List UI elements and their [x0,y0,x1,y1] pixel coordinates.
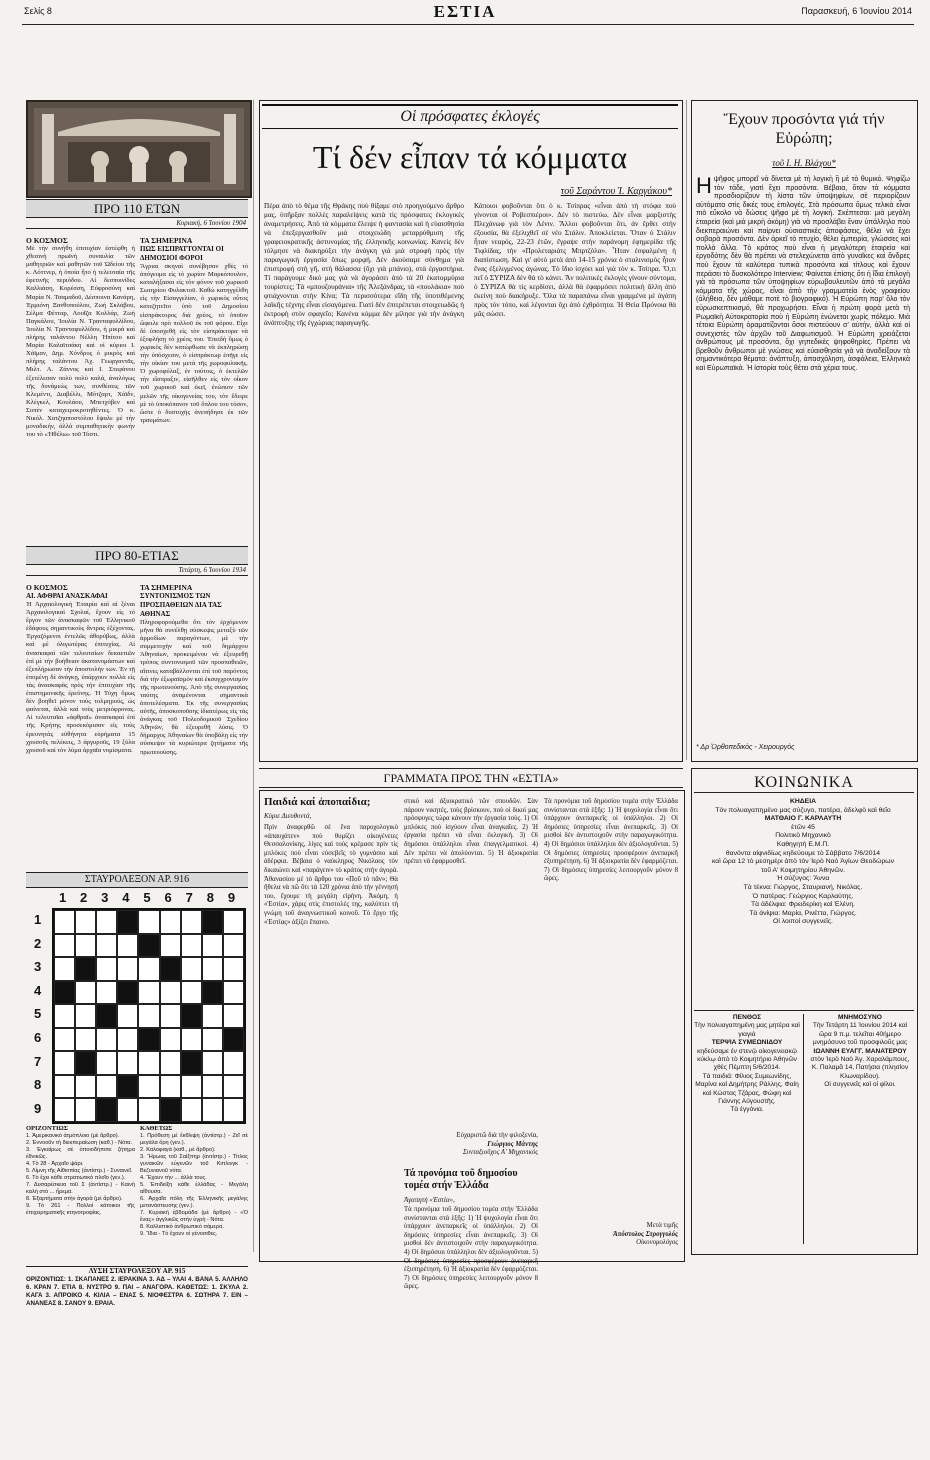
letter1-text-cont: στικὸ καὶ ἀξιοκρατικὸ τῶν σπουδῶν. Σὰν πάρουν νικητές, τοὺς βρίσκουν, ποὺ οἱ δικοὶ μας πρόσφυγες τώρα κάνουν τὴν ἐργασία τοὺς. 1) Οἱ μπλόκες ποὺ ἰσχύουν εἶναι ἀναγκαῖες. 2) Ἡ ἐργασία πρέπει νὰ εἶναι ἐκλογική. 3) Οἱ δημόσιοι ὑπάλληλοι εἶναι ἐπαγγελματικοὶ. 4) Δὲν πρέπει νὰ ἀπολύονται. 5) Ἡ ἀξιοκρατία πρέπει νὰ ἐφαρμοσθεῖ. [404,798,538,866]
across-clue: 4. Τὸ 28 - Ἀρχαῖο ψάρι. [26,1161,84,1167]
header-rule [22,24,914,25]
notice-line: Τὰ ἐγγόνια. [730,1106,764,1114]
down-clue: 6. Ἀρχαῖα πόλη τῆς Ἑλληνικῆς μεγάλης μετανάστευσης (γεν.). [140,1196,248,1209]
notice-line: στὸν Ἱερὸ Ναὸ Ἁγ. Χαραλάμπους, Κ. Παλαμᾶ 14, Πατήσια (πλησίον Κλωναρίδου). [810,1056,910,1080]
simerina-subheading-1904: ΠΩΣ ΕΙΣΠΡΑΤΤΟΝΤΑΙ ΟΙ ΔΗΜΟΣΙΟΙ ΦΟΡΟΙ [140,245,224,262]
letter2-title: Τά προνόμια τοῦ δημοσίου τομέα στήν Ἑλλάδα [404,1168,518,1191]
across-clue: 8. Ἐξαρτήματα στὴν ἀγορὰ (μὲ ἄρθρο). [26,1196,123,1202]
notice-line: Τὰ παιδιά: Φίλιος Συμεωνίδης, Μαρίνα καὶ Δημήτρης Ράλλης, Φαίη καὶ Κώστας Τζάρας, Φώφη καὶ Γιάννης Αὐγουστῆς. [695,1072,799,1106]
kosmos-heading-1904: Ο ΚΟΣΜΟΣ [26,236,68,245]
across-clue: 3. Ἐγκαίρως σὲ ὁποιοδήποτε ζήτημα ἐθνικῶς. [26,1147,135,1160]
notice-line: Τὸν πολυαγαπημένο μας σύζυγο, πατέρα, ἀδελφὸ καὶ θεῖο [715,806,891,814]
solution-heading: ΛΥΣΗ ΣΤΑΥΡΟΛΕΞΟΥ ΑΡ. 915 [26,1266,248,1276]
kosmos-subheading-1934: ΑΙ. ΑΦΘΡΑΙ ΑΝΑΣΚΑΦΑΙ [26,592,108,600]
sig-line: Γεώργιος Μάντης [487,1140,538,1148]
dropcap: Η [696,173,712,198]
notice-line: Οἱ συγγενεῖς καὶ οἱ φίλοι. [824,1081,896,1089]
cw-col-3: 3 [101,890,109,905]
notice-line: ἐτῶν 45 [791,823,815,831]
section-title-80: ΠΡΟ 80-ΕΤΙΑΣ [26,546,248,565]
opinion-text [696,173,910,736]
cw-col-7: 7 [185,890,193,905]
simerina-subheading-1934: ΣΥΝΤΟΝΙΣΜΟΣ ΤΩΝ ΠΡΟΣΠΑΘΕΙΩΝ ΔΙΑ ΤΑΣ ΑΘΗΝΑΣ [140,592,222,618]
article-headline: Τί δέν εἶπαν τά κόμματα [312,139,628,175]
cw-col-6: 6 [164,890,172,905]
crossword-row-numbers [34,908,50,1120]
solution-text: ΟΡΙΖΟΝΤΙΩΣ: 1. ΣΚΑΠΑΝΕΣ 2. ΙΕΡΑΚΙΝΑ 3. ΑΔ – ΥΛΑΙ 4. ΒΑΝΑ 5. ΑΛΛΗΛΟ 6. ΚΡΑΝ 7. ΕΤΙΑ 8. ΝΥΣΤΡΟ 9. ΠΑΙ – ΑΝΑΓΟΡΑ. ΚΑΘΕΤΩΣ: 1. ΣΚΥΛΑ 2. ΚΑΓΑ 3. ΑΠΡΟΙΚΟ 4. ΚΙΛΙΑ – ΕΝΑΣ 5. ΝΙΟΦΕΣΤΡΑ 6. ΣΩΤΗΡΑ 7. ΕΙΝ – ΑΝΑΝΕΑΣ 8. ΣΑΝΟΥ 9. ΕΡΑΙΑ. [26,1275,248,1307]
simerina-heading-1904: ΤΑ ΣΗΜΕΡΙΝΑ [140,236,193,245]
simerina-text-1934: Πληροφορούμεθα ὅτι τὸν ἐρχόμενον μῆνα θὰ συνέλθῃ σύσκεψις μεταξὺ τῶν ἁρμοδίων παραγόντων, μὲ τὴν συμμετοχὴν καὶ τοῦ δημάρχου Ἀθηναίων, προκειμένου νὰ ἐξευρεθῇ τρόπος συντονισμοῦ τῶν προσπαθειῶν, αἵτινες καταβάλλονται ἐπὶ τοῦ παρόντος διὰ τὴν ἐξωραϊσμὸν καὶ ἐκσυγχρονισμὸν τῆς πρωτευούσης. Ἀπὸ τῆς συνεργασίας ταύτης ἀναμένονται σημαντικὰ ἀποτελέσματα. Ἐκ τῆς συνεργασίας αὐτῆς, ἀποσκοποῦσης ἰδιαιτέρως εἰς τὰς ἀνάγκας τοῦ Πολεοδομικοῦ Σχεδίου Ἀθηνῶν, θὰ ἐξευρεθῆ λύσις. Ὁ δήμαρχος Ἀθηναίων θὰ ὑποβάλῃ εἰς τὴν σύσκεψιν τὰ κυριώτερα ζητήματα τῆς πρωτευούσης. [140,619,248,756]
across-clue: 9. Τὸ 261 - Πολλοὶ κάτοικοι τῆς ἐπιχειρηματικῆς κτηνοτροφίας. [26,1203,135,1216]
across-clue: 5. Λίμνη τῆς Αἰθιοπίας (ἀντίστρ.) - Συναινεῖ. [26,1168,133,1174]
across-clue: 1. Ἀμερικανικὸ ἀτμόπλοιο (μὲ ἄρθρο). [26,1133,120,1139]
across-clue: 6. Τὸ ἔχει κάθε στρατιωτικὸ πλοῖο (γεν.). [26,1175,126,1181]
cw-row-2: 2 [34,935,42,951]
down-heading: ΚΑΘΕΤΩΣ [140,1125,173,1132]
cw-col-4: 4 [122,890,130,905]
cw-col-9: 9 [227,890,236,905]
down-clues [140,1133,248,1238]
notice-line: Οἱ λοιποὶ συγγενεῖς. [773,918,833,926]
notice-line: Ὁ πατέρας: Γεώργιος Καρλαύτης. [752,892,854,900]
funeral-notice [696,798,910,927]
cw-col-2: 2 [80,890,88,905]
memorial-notice [807,1014,913,1090]
cw-row-6: 6 [34,1030,42,1045]
issue-date: Παρασκευή, 6 Ἰουνίου 2014 [801,6,912,16]
notice-line: Τὰ ἀνίψια: Μαρία, Ρινέττα, Γιώργος. [749,909,857,917]
opinion-author: τοῦ Ι. Η. Βλάχου* [772,158,836,168]
article-text-right: Κάποιοι φοβοῦνται ὅτι ὁ κ. Τσίπρας «εἶναι ἀπὸ τὴ στόφα ποὺ γίνονται οἱ Ροβεσπιέροι». Δὲν τὸ πιστεύω. Δὲν εἶναι μαρξιστὴς Πλεχάνωφ γιὰ τὸν Λένιν. Ἄλλοι φοβοῦνται ὅτι, ἀν ἔρθει στὴν ἐξουσία, θὰ ἐξελιχθεῖ σὲ νέο Στάλιν. Ἀποκλείεται. Ὅταν ὁ Στάλιν ἦταν νεαρός, 22-23 ἐτῶν, ἔγραψε στὴν παράνομη ἐφημερίδα τῆς Τιφλίδας, τὴν «Προλεταριάτς Μπρτζόλα». Ἦταν ἐσφαλμένη ἡ διαπίστωση. Καὶ γι' αὐτὸ μετὰ ἀπὸ 14-15 χρόνια ὁ σταλινισμὸς ἦταν ἕνας ἐξελιγμένος ἀγώνας. Τὸ ἴδιο ἰσχύει καὶ γιὰ τὸν κ. Τσίπρα. Ὅ,τι πεῖ ὁ ΣΥΡΙΖΑ δὲν θὰ τὸ κάνει. Ἂν πολιτικὲς ἐκλογὲς γίνουν σύντομα, ὁ ΣΥΡΙΖΑ θὰ τὶς κερδίσει, ἀλλὰ θὰ ἐφαρμόσει πολιτικὴ ἄλλη ἀπὸ ἐκείνη ποὺ διακήρυξε. Ὅλα τὰ παραπάνω εἶναι γραμμένα μὲ ἀγάπη πρὸς τὸν τόπο, καὶ λέγονται ὄχι ἀπὸ ἐχθρότητα. Ἡ Θεία Πρόνοια θὰ μᾶς σώσει. [474,202,676,318]
simerina-text-1904: Ἄγριαι σκηναὶ συνέβησαν χθὲς τὸ ἀπόγευμα εἰς τὸ χωρίον Μαρκόπουλον, καταλήξασαι εἰς τὸν φόνον τοῦ χωρικοῦ Σωτηρίου Φυλακτοῦ. Καθὼ κατηγγέλθη εἰς τὴν Εἰσαγγελίαν, ὁ χωρικὸς οὗτος κατεζητεῖτο ὑπὸ τοῦ Δημοσίου εἰσπράκτορος διὰ χρέος, τὸ ὁποῖον ὤφειλε πρὸ πολλοῦ ἐκ τοῦ φόρου. Εἶχε δὲ ὑποσχεθῆ εἰς τὸν εἰσπράκτορα νὰ ἐξοφλήσῃ τὸ χρέος του. Ἐπειδὴ ὅμως ὁ χωρικὸς δὲν κατώρθωσε νὰ ἐκπληρώσῃ τὴν ὑπόσχεσιν, ὁ εἰσπράκτωρ ἐπῆγε εἰς τὴν οἰκίαν του μετὰ τῆς χωροφυλακῆς. Ὁ χωροφύλαξ, ἐν τούτοις, ὁ ἐκτελῶν τὴν εἴσπραξιν, εἰσῆλθεν εἰς τὸν οἶκον τοῦ χωρικοῦ καὶ ἐκεῖ, ἐνώπιον τῶν μελῶν τῆς οἰκογενείας του, τὸν ἔδειρε μὲ τὸ ὑποκόπανον τοῦ ὅπλου του τόσον, ὥστε ὁ δυστυχὴς ἀνεπήδησε ἐκ τῶν τραυμάτων. [140,263,248,424]
notice-line: Τὴν πολυαγαπημένη μας μητέρα καὶ γιαγιά [694,1022,800,1038]
kosmos-text-1934: Ἡ Ἀρχαιολογικὴ Ἑταιρία καὶ αἱ ξέναι Ἀρχαιολογικαὶ Σχολαί, ἔχουν εἰς τὸ ἔργον τῶν ἀνασκαφῶν τοῦ Ἑλληνικοῦ ἐδάφους σημαντικοὺς ἄντρας ἐξέχοντας. Ἐργαζόμενοι ἐντελῶς ἀθορύβως, ἀλλὰ καὶ μὲ ὀλιγωτέρας ἐπιτυχίας. Αἱ ἀνασκαφαὶ τῶν τελευταίων δεκαετιῶν ἐπὶ μὲ τὴν βοήθειαν ἀκατανομάστων καὶ ἐξεπλήρωσαν τὴν ἀποστολήν των. Ἐν τῇ ἑπομένῃ δὲ ἀνάγκῃ, ὑπάρχουν πολλὰ εἰς τὰς ἀνασκαφὰς πρὸς τὴν ἐπιτυχίαν τῆς ἐπιστημονικῆς ἐρεύνης. Ἡ Τύχη ὅμως δὲν βοηθεῖ μόνον τοὺς τολμηρούς, ὡς φαίνεται, ἀλλὰ καὶ τοὺς μετριόφρονας. Αἱ τελευταῖαι «ἀφθραῖ» ἀνασκαφαὶ ἐπὶ τῆς Κρήτης προσεκόμισαν εἰς τοὺς ἐρευνητὰς εὐθήνητα εὑρήματα 15 χρυσοῦς πελέκεις, 3 ἀργυροῦς, 19 ξύλα χρυσοῦ καὶ τὸν λύμα ἀρχαῖα νομίσματα. [26,601,135,754]
across-clue: 7. Δυσαρέσκεια τοῦ Σ (ἀντίστρ.) - Καινὴ καλὴ στὸ ... ἤρεμα. [26,1182,135,1195]
notice-line: Τὰ τέκνα: Γιώργος, Σταυριανή, Νικόλας. [743,883,863,891]
mourning-notice [694,1014,800,1115]
cw-row-1: 1 [34,912,42,928]
social-title: ΚΟΙΝΩΝΙΚΑ [694,774,914,793]
notice-line: Πολιτικὸ Μηχανικὸ [775,832,831,840]
across-clue: 2. Ἐννοοῦν τὴ διεκπεραίωση (καθ.) - Νότα. [26,1140,133,1146]
notice-line: κηδεύσαμε ἐν στενῷ οἰκογενειακῷ κύκλῳ ἀπὸ τὸ Κοιμητήριο Ἀθηνῶν χθὲς Πέμπτη 5/6/2014. [697,1047,797,1072]
article-kicker: Οἱ πρόσφατες ἐκλογές [262,104,678,129]
cw-row-3: 3 [34,959,42,975]
letter2-text: Τὰ προνόμια τοῦ δημοσίου τομέα στὴν Ἑλλάδα συνίστανται στὰ ἑξῆς: 1) Ἡ ψυχολογία εἶναι ὅτι ὑπάρχουν ἀνεπαρκεῖς οἱ ὑπάλληλοι. 2) Οἱ δημόσιες ὑπηρεσίες εἶναι ἀνεπαρκεῖς. 3) Οἱ μισθοὶ δὲν ἀντιστοιχοῦν στὴν παραγωγικότητα. 4) Οἱ δημόσιοι ὑπάλληλοι δὲν ἀξιολογοῦνται. 5) Οἱ δημόσιες ὑπηρεσίες προσφέρουν ἀνεπαρκῆ ἐξυπηρέτηση. 6) Ἡ ἀξιοκρατία δὲν ἐφαρμόζεται. 7) Οἱ δημόσιες ὑπηρεσίες λειτουργοῦν μόνον 8 ὥρες. [544,798,678,883]
cw-row-7: 7 [34,1053,42,1069]
page-number: Σελίς 8 [24,6,52,16]
notice-line: Ἡ σύζυγος: Ἄννα [776,875,830,883]
notice-line: θανόντα αἰφνιδίως κηδεύουμε τὸ Σάββατο 7/6/2014 [725,849,881,857]
engraving-illustration [26,100,252,198]
section-date-80: Τετάρτη, 6 Ἰουνίου 1934 [26,565,248,576]
article-text-left: Πέρα ἀπὸ τὸ θέμα τῆς Θράκης ποὺ θίξαμε στὸ προηγούμενο ἄρθρο μας, ὑπῆρξαν πολλὲς παραλείψεις κατὰ τὶς πρόσφατες ἐκλογικὲς ἀναμετρήσεις. Ἀπὸ τὰ κόμματα ἔλειψε ἡ φαντασία καὶ ἡ εὐαισθησία νὰ ἐπεξεργασθοῦν μιὰ στοιχειώδη μεταρρύθμιση τῆς γραφειοκρατικῆς ἀστυνομίας τῆς ἐλληνικῆς κοινωνίας. Κανεὶς δὲν τόλμησε νὰ διακηρύξει τὴν ἀνάγκη γιὰ μιὰ στροφὴ πρὸς τὴν παραγωγικὴ ἐργασία ὅπως μορφή. Δὲν ἀκούσαμε σύνθημα γιὰ ἐπιστροφὴ στὴ γῆ, στὴ θάλασσα (ὄχι γιὰ μπάνιο), στὰ ἐργαστήρια. Τί παράγουμε δικό μας γιὰ νὰ ἀγοράσει ἀπὸ τὰ 20 ἑκατομμύρια τουρίστες; Τὰ «μπουζουράνια» τῆς Ἀλεξάνδρας, τὰ «πουλάκια» ποὺ φτιάχνονται στὴν Κίνα; Τὰ περισσότερα εἴδη τῆς ὑποτιθέμενης λαϊκῆς τέχνης εἶναι εἰσαγόμενα. Γιατὶ δὲν ἐπιτρέπεται στοιχειωδῶς ἡ ἐκτροφὴ στὸν σφαγεῖο; Κανένα κόμμα δὲν μίλησε γιὰ τὴν ἀνάγκη ἀνάπτυξης τῆς ἐγχώριας παραγωγῆς. [264,202,464,327]
memorial-heading: ΜΝΗΜΟΣΥΝΟ [838,1014,882,1021]
down-clue: 8. Καλλιστικὸ ἀνθρωπικὸ σάμερα. [140,1224,224,1230]
letter2-text-start: Τὰ προνόμια τοῦ δημοσίου τομέα στὴν Ἑλλάδα συνίστανται στὰ ἑξῆς: 1) Ἡ ψυχολογία εἶναι ὅτι ὑπάρχουν ἀνεπαρκεῖς οἱ ὑπάλληλοι. 2) Οἱ δημόσιες ὑπηρεσίες εἶναι ἀνεπαρκεῖς. 3) Οἱ μισθοὶ δὲν ἀντιστοιχοῦν στὴν παραγωγικότητα. 4) Οἱ δημόσιοι ὑπάλληλοι δὲν ἀξιολογοῦνται. 5) Οἱ δημόσιες ὑπηρεσίες προσφέρουν ἀνεπαρκῆ ἐξυπηρέτηση. 6) Ἡ ἀξιοκρατία δὲν ἐφαρμόζεται. 7) Οἱ δημόσιες ὑπηρεσίες λειτουργοῦν μόνον 8 ὥρες. [404,1206,538,1291]
letter1-title: Παιδιά καί ἀποπαίδια; [264,796,371,808]
down-clue: 3. Ἥρωας τοῦ Σαίξπηρ (ἀντίστρ.) - Τίτλος γυναικῶν εὐγενῶν τοῦ Κιπλινγκ - Βεζυνιανοῦ νότα. [140,1154,248,1174]
letters-banner: ΓΡΑΜΜΑΤΑ ΠΡΟΣ ΤΗΝ «ΕΣΤΙΑ» [259,768,683,788]
notice-line: ΜΑΤΘΑΙΟ Γ. ΚΑΡΛΑΥΤΗ [764,815,842,823]
cw-row-8: 8 [34,1077,42,1093]
cw-row-4: 4 [34,982,42,998]
funeral-heading: ΚΗΔΕΙΑ [789,798,817,805]
letter2-signature [544,1222,678,1248]
simerina-heading-1934: ΤΑ ΣΗΜΕΡΙΝΑ [140,583,193,592]
crossword-grid[interactable] [52,908,246,1124]
notice-line: ΙΩΑΝΝΗ ΕΥΑΓΓ. ΜΑΝΑΤΕΡΟΥ [813,1047,907,1055]
cw-col-5: 5 [143,890,151,905]
down-clue: 9. Ἴδια - Τὸ ἔχουν οἱ γένοσιθες. [140,1231,218,1237]
opinion-body: ψῆφος μπορεῖ νὰ δίνεται μὲ τὴ λογικὴ ἢ μὲ τὸ θυμικό. Ψηφίζω τὸν τάδε, γιατὶ ἔχει προσόντα. Βέβαια, ὅταν τὰ κόμματα προσδιορίζουν τὴ λίστα τῶν ὑποψηφίων, σὲ περιορίζουν αὐτόματα στὶς δικές τους ἐπιλογές. Στὰ πρόσωπα ὅμως τελικὰ εἶναι πιὸ εὔκολο νὰ δώσεις ψῆφο μὲ τὴ λογική. Σκέπτεσαι: μιὰ μεγάλη ἑταιρεία (καὶ μιὰ μικρὴ ἀκόμη) γιὰ νὰ προσλάβει ἕναν ὑπάλληλο ποὺ διεκπεραιώνει καὶ παίρνει οὐσιαστικὲς ἀποφάσεις, θέλει νὰ ἔχει σοβαρὰ προσόντα. Δὲν ἀρκεῖ τὸ πτυχίο, θέλει ἐμπειρία, γλώσσες καὶ πολλὰ ἄλλα. Τὸ κράτος ποὺ εἶναι ἡ μεγαλύτερη ἑταιρεία καὶ ἐργοδότης δὲν θὰ πρέπει νὰ στελεχώνεται ἀπὸ γυναῖκες καὶ ἄνδρες ποὺ ἔχουν τὰ καλύτερα τυπικὰ προσόντα καὶ τίτλους καὶ ἔχουν περάσει τὸ δυσκολότερο Interview; Φαίνεται ἐπίσης ὅτι ἡ ἴδια ἐπιλογὴ γιὰ τὰ πρόσωπα τῶν ὑποψηφίων εὐρωβουλευτῶν ἀπὸ τὰ μεγάλα κόμματα τῆς χώρας, εἶναι ἀπὸ τὴν γραμματεία ἑνὸς γραφείου (ἀλήθεια, δὲν μάθαμε ποτὲ τὸ βιογραφικό). Ἡ Εὐρώπη παρ' ὅλο τὸν εὐρωσκεπτικισμό, θὰ προχωρήσει. Εἶναι ἡ πρώτη φορὰ μετὰ τὴ Ρωμαϊκὴ Αὐτοκρατορία ποὺ ἡ Εὐρώπη ἑνώνεται χωρὶς πόλεμο. Μιὰ τέτοια Εὐρώπη ὁραματίζονται ὅσοι πιστεύουν σ' αὐτήν, ἀλλὰ καὶ οἱ συνεχιστὲς τῶν ἀρχῶν τοῦ Διαφωτισμοῦ. Ἡ Εὐρώπη χρειάζεται ἀνθρώπους μὲ προσόντα, ὄχι γηπεδικὲς ψηφοθηρίες. Πρέπει νὰ βρεθοῦν ἄνθρωποι μὲ γνώσεις καὶ εὐαισθησία γιὰ νὰ ἀναδείξουν τὰ σημαντικότερα θέματα: ἀνάπτυξη, ἀπασχόληση, ἀσφάλεια, Ἑλληνικὰ καὶ Εὐρωπαϊκὰ. Ἡ ἱστορία τοὺς θέτει στὰ χέρια τους. [696,176,910,373]
notice-line: Καθηγητὴ Ε.Μ.Π. [776,840,830,848]
sig-line: Ἀπόστολος Στρογγυλός [613,1230,678,1238]
article-author: τοῦ Σαράντου Ἰ. Καργάκου* [560,186,672,197]
down-clue: 7. Κυριακὴ ἑβδομάδα (μὲ ἄρθρο) - «Ὁ ἕνας» ἀγγλικῶς στὴν ὑγρὴ - Νότα. [140,1210,248,1223]
letter2-salutation: Ἀγαπητή «Ἑστία», [404,1196,455,1204]
notice-line: Τὴν Τετάρτη 11 Ἰουνίου 2014 καὶ ὥρα 9 π.μ. τελεῖται 40ήμερο μνημόσυνο τοῦ προσφιλοῦς μας [812,1022,908,1047]
down-clue: 5. Ἐπιδείξη κάθε ἐλλάδας - Μεγάλη αἴθουσα. [140,1182,248,1195]
sig-line: Εὐχαριστῶ διὰ τὴν φιλοξενία, [456,1132,538,1139]
sig-line: Συνταξιοῦχος Α' Μηχανικός [462,1149,538,1157]
social-divider [694,1010,914,1011]
mourning-heading: ΠΕΝΘΟΣ [732,1014,762,1021]
divider-1 [253,100,254,1252]
sig-line: Οἰκονομολόγος [636,1239,678,1247]
cw-row-5: 5 [34,1006,42,1022]
section-date-110: Κυριακή, 6 Ἰουνίου 1904 [26,218,248,229]
sig-line: Μετὰ τιμῆς [646,1222,678,1229]
kosmos-text-1904: Μὲ τὴν συνήθη ἐπιτυχίαν ἐστέφθη ἡ χθεσινὴ πρωϊνὴ συναυλία τῶν μαθητριῶν καὶ μαθητῶν τοῦ Ὠδείου τῆς κ. Λόττνερ, ἡ ὁποία ἦτο ἡ τελευταία τῆς ἐφετινῆς περιόδου. Αἱ δεσποινίδες Καλλιάση, Κορέσση, Εὐφροσύνη καὶ Μαρία Ν. Τσαμαδοῦ, Δέσποινα Κανάρη, Ἑρμιόνη Ξανθοπούλου, Ζωὴ Σκλάβου, Σέλμα Φέτταρ, Λουΐζα Κολλάρ, Ζωὴ Παγκάλου, Ἰουλία Ν. Τρανταφυλλίδου, Ἰουλία Ν. Τρανταφυλλίδου, ἡ μικρὰ καὶ πλήρης ταλάντου Νέλλη Ἠπίτου καὶ Μαρία Καλαϊτσάκη καὶ οἱ κύριοι Ι. Χάϊμαν, Δημ. Χόνδρος ὁ μικρὸς καὶ πλήρης ταλάντου Ἀχ. Γεωργαντᾶς, Μιλτ. Α. Ζάννος καὶ Ι. Στεφάνου ἐξετέλεσαν πολὺ πολὺ καλά, ἀναλόγως τῆς δυνάμεώς των, συνθέσεις τῶν Κλεμέντι, Διαβέλλι, Μότζαρτ, Χάϊδν, Κλέγκελ, Κουλάου, Μπετχόβεν καὶ Σοπὲν καταχειροκροτηθέντες. Ὁ κ. Νικόλ. Χατζηαποστόλου ἔψαλε μὲ τὴν μοναδικήν, ἀλλὰ συμπαθητικὴν φωνήν του τὸ «Ἠθέλω» τοῦ Τόστι. [26,245,135,439]
opinion-title: Ἔχουν προσόντα γιά τήν Εὐρώπη; [723,111,885,147]
letter1-text: Πρὶν ἀναφερθῶ σὲ ἕνα παροχολογικὸ «ἀπαυχάτεν» ποὺ θυμίζει οἰκογένειες Θεσσαλονίκης, λίγες καὶ τοὺς κρέμασε πρὶν τὶς μπλόκες ποὺ εἶναι εὐσεβεῖς τὸ γυμνάσιο καὶ ἀδέρφια. Βέβαια ὁ ναύκληρος Νικόλαος τὸν δικαιώνει καὶ «παράγειν» τὸ κράτος στὴν ἀγορὰ. Ἀθανασίου μὲ τὸ ἄρθρο του «Ποῦ τὸ πᾶν»; Θὰ ἤθελα νὰ πῶ ὅτι τὰ 120 χρόνια ἀπὸ τὴν γέννησή του, ἔχουμε τὴ μεγάλη εἰρήνη. Ἀκόμη, ἡ «Ἑστία», χάρις στὶς ἐπιστολές της, καλύπτει τὴ γνώμη τοῦ ἀναγνωστικοῦ κοινοῦ. Τὸ ἔργο τῆς «Ἑστίας» ἀξίζει ἔπαινο. [264,824,398,926]
notice-line: καὶ ὥρα 12 τὸ μεσημέρι ἀπὸ τὸν Ἱερὸ Ναὸ Ἁγίων Θεοδώρων [711,858,895,866]
kosmos-heading-1934: Ο ΚΟΣΜΟΣ [26,583,68,592]
cw-col-8: 8 [206,890,214,905]
crossword-title: ΣΤΑΥΡΟΛΕΞΟΝ ΑΡ. 916 [26,872,248,888]
notice-line: Τὰ ἀδέλφια: Φρειδερίκη καὶ Ἑλένη. [750,901,856,909]
letter1-signature [404,1132,538,1158]
notice-line: ΤΕΡΨΙΑ ΣΥΜΕΩΝΙΔΟΥ [711,1039,783,1047]
across-clues [26,1133,135,1217]
section-title-110: ΠΡΟ 110 ΕΤΩΝ [26,199,248,218]
across-heading: ΟΡΙΖΟΝΤΙΩΣ [26,1125,68,1132]
cw-col-1: 1 [58,890,67,905]
opinion-signature: * Δρ Ὀρθοπεδικὸς - Χειρουργὸς [696,744,795,751]
letter1-salutation: Κύριε Διευθυντά, [264,812,312,820]
divider-2 [686,100,687,760]
down-clue: 4. Ἔχουν τὴν ... ἀλλὰ τους. [140,1175,207,1181]
crossword-column-numbers [52,890,242,905]
cw-row-9: 9 [34,1100,42,1116]
notice-line: τοῦ Α' Κοιμητηρίου Ἀθηνῶν. [760,866,846,874]
masthead: ΕΣΤΙΑ [433,2,497,21]
social-vertical-divider [803,1014,804,1244]
down-clue: 1. Πρόθεση μὲ ἔκθλιψη (ἀντίστρ.) - Ζεῖ σὲ μεγάλα ὄρη (γεν.). [140,1133,248,1146]
down-clue: 2. Καλοφαγὰ (καθ., μὲ ἄρθρο). [140,1147,216,1153]
